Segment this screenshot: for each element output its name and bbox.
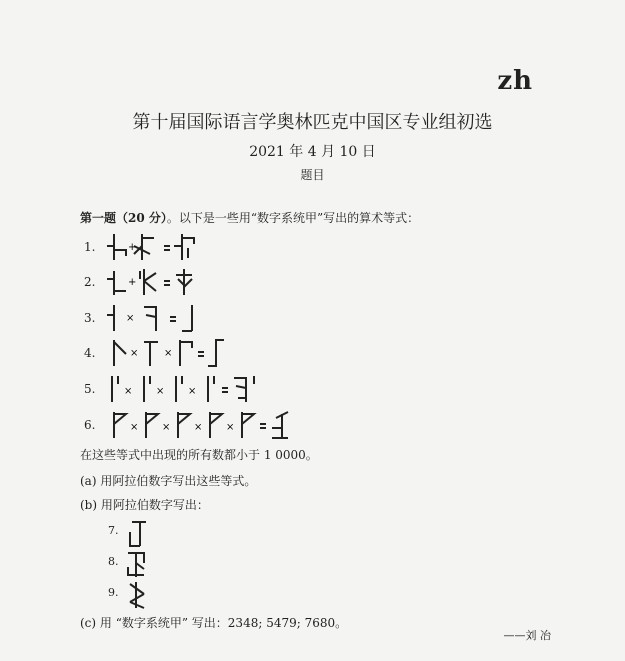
cipher-equation-4	[104, 338, 274, 368]
equation-1	[84, 232, 304, 262]
constraint-note: 在这些等式中出现的所有数都小于 1 0000。	[80, 448, 318, 462]
equation-number: 4.	[84, 346, 96, 360]
item-7	[108, 518, 168, 548]
cipher-item-9	[122, 580, 162, 610]
svg-text:×: ×	[130, 348, 139, 359]
svg-text:×: ×	[124, 386, 133, 397]
equation-number: 2.	[84, 275, 96, 289]
exam-subtitle: 题目	[300, 168, 325, 182]
cipher-item-8	[122, 549, 162, 579]
item-number: 8.	[108, 555, 119, 568]
equation-number: 5.	[84, 382, 96, 396]
svg-text:×: ×	[162, 422, 171, 433]
problem-heading	[80, 209, 419, 226]
equation-5	[84, 374, 324, 404]
equation-number: 1.	[84, 240, 96, 254]
equation-number: 3.	[84, 311, 96, 325]
cipher-equation-3	[104, 303, 274, 333]
cipher-equation-1	[104, 232, 274, 262]
part-b: (b) 用阿拉伯数字写出：	[80, 498, 209, 512]
item-9	[108, 580, 168, 610]
author-signature: ——刘 冶	[503, 629, 551, 642]
svg-text:×: ×	[226, 422, 235, 433]
svg-text:×: ×	[164, 348, 173, 359]
exam-date: 2021 年 4 月 10 日	[249, 144, 376, 160]
svg-text:×: ×	[156, 386, 165, 397]
equation-4	[84, 338, 304, 368]
cipher-equation-5	[104, 374, 294, 404]
part-c: (c) 用 “数字系统甲” 写出：2348; 5479; 7680。	[80, 616, 348, 630]
svg-text:×: ×	[126, 313, 135, 324]
cipher-item-7	[122, 518, 162, 548]
item-number: 9.	[108, 586, 119, 599]
equation-3	[84, 303, 304, 333]
equation-6	[84, 410, 344, 440]
language-code: zh	[497, 66, 533, 96]
exam-title: 第十届国际语言学奥林匹克中国区专业组初选	[132, 112, 493, 133]
equation-number: 6.	[84, 418, 96, 432]
svg-text:+: +	[128, 277, 137, 288]
part-a: (a) 用阿拉伯数字写出这些等式。	[80, 474, 257, 488]
svg-text:×: ×	[194, 422, 203, 433]
svg-text:×: ×	[130, 422, 139, 433]
problem-number: 第一题（20 分）	[80, 211, 167, 225]
problem-intro: 。以下是一些用“数字系统甲”写出的算术等式：	[166, 211, 420, 225]
cipher-equation-2	[104, 267, 274, 297]
cipher-equation-6	[104, 410, 304, 440]
equation-2	[84, 267, 304, 297]
item-number: 7.	[108, 524, 119, 537]
item-8	[108, 549, 168, 579]
svg-text:+: +	[128, 242, 137, 253]
svg-text:×: ×	[188, 386, 197, 397]
